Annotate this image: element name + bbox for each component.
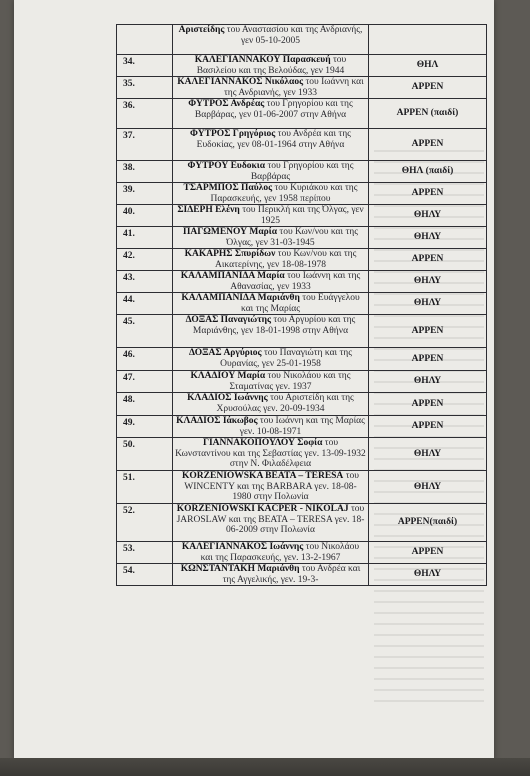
person-description bbox=[173, 99, 369, 129]
row-number: 40. bbox=[117, 205, 173, 227]
gender-cell: ΘΗΛΥ bbox=[369, 564, 487, 586]
person-name: ΣΙΔΕΡΗ Ελένη bbox=[177, 205, 240, 215]
person-name: ΚΛΑΔΙΟΣ Ιωάννης bbox=[187, 393, 268, 403]
row-number: 48. bbox=[117, 393, 173, 416]
row-number: 34. bbox=[117, 55, 173, 77]
table-row bbox=[117, 471, 487, 504]
person-details: του Ανδρέα και της Ευδοκίας, γεν 08-01-1964 στην Αθήνα bbox=[196, 129, 351, 150]
person-description bbox=[173, 25, 369, 55]
gender-cell: ΑΡΡΕΝ (παιδί) bbox=[369, 99, 487, 129]
person-name: ΔΟΞΑΣ Αργύριος bbox=[188, 348, 262, 358]
person-description bbox=[173, 438, 369, 471]
gender-cell: ΘΗΛΥ bbox=[369, 205, 487, 227]
person-name: Αριστείδης bbox=[178, 25, 225, 35]
table-row bbox=[117, 205, 487, 227]
person-details: του Αργυρίου και της Μαριάνθης, γεν 18-01-1998 στην Αθήνα bbox=[192, 315, 356, 336]
table-row bbox=[117, 77, 487, 99]
person-name: ΚΑΛΕΓΙΑΝΝΑΚΟΣ Νικόλαος bbox=[177, 77, 304, 87]
person-description bbox=[173, 205, 369, 227]
table-row bbox=[117, 542, 487, 564]
gender-cell: ΘΗΛΥ bbox=[369, 438, 487, 471]
person-details: του JAROSLAW και της BEATA – TERESA γεν. 18-06-2009 στην Πολωνία bbox=[176, 504, 365, 535]
person-details: του Ιωάννη και της Μαρίας γεν. 10-08-1971 bbox=[239, 416, 365, 437]
table-row bbox=[117, 416, 487, 438]
person-name: ΤΣΑΡΜΠΟΣ Παύλος bbox=[183, 183, 273, 193]
gender-cell: ΘΗΛ bbox=[369, 55, 487, 77]
person-description bbox=[173, 293, 369, 315]
person-name: ΦΥΤΡΟΥ Ευδοκια bbox=[187, 161, 266, 171]
person-description bbox=[173, 315, 369, 348]
gender-cell: ΑΡΡΕΝ bbox=[369, 315, 487, 348]
person-name: ΚΑΛΕΓΙΑΝΝΑΚΟΣ Ιωάννης bbox=[181, 542, 304, 552]
person-name: KORZENIOWSKI KACPER - NIKOLAJ bbox=[176, 504, 349, 514]
person-details: του Ευάγγελου και της Μαρίας bbox=[241, 293, 360, 314]
row-number: 41. bbox=[117, 227, 173, 249]
table-row bbox=[117, 183, 487, 205]
person-description bbox=[173, 393, 369, 416]
row-number: 49. bbox=[117, 416, 173, 438]
person-details: του Γρηγορίου και της Βαρβάρας, γεν 01-06-2007 στην Αθήνα bbox=[194, 99, 353, 120]
gender-cell: ΑΡΡΕΝ bbox=[369, 183, 487, 205]
person-description bbox=[173, 271, 369, 293]
row-number: 50. bbox=[117, 438, 173, 471]
gender-cell: ΘΗΛΥ bbox=[369, 227, 487, 249]
gender-cell bbox=[369, 25, 487, 55]
row-number: 52. bbox=[117, 504, 173, 542]
person-details: του Αριστείδη και της Χρυσούλας γεν. 20-09-1934 bbox=[216, 393, 354, 414]
person-description bbox=[173, 348, 369, 371]
person-description bbox=[173, 504, 369, 542]
table-row bbox=[117, 161, 487, 183]
row-number: 37. bbox=[117, 129, 173, 161]
table-row bbox=[117, 393, 487, 416]
person-description bbox=[173, 161, 369, 183]
person-details: του Περικλή και της Όλγας, γεν 1925 bbox=[239, 205, 364, 226]
person-name: ΚΑΛΑΜΠΑΝΙΔΑ Μαρία bbox=[180, 271, 285, 281]
table-row bbox=[117, 504, 487, 542]
person-details: του Αναστασίου και της Ανδριανής, γεν 05-10-2005 bbox=[224, 25, 363, 46]
document-page bbox=[14, 0, 494, 760]
person-description bbox=[173, 564, 369, 586]
gender-cell: ΘΗΛ (παιδί) bbox=[369, 161, 487, 183]
row-number: 42. bbox=[117, 249, 173, 271]
person-details: του Κων/νου και της Αικατερίνης, γεν 18-08-1978 bbox=[215, 249, 357, 270]
row-number: 36. bbox=[117, 99, 173, 129]
person-details: του Κωνσταντίνου και της Σεβαστίας γεν. 13-09-1932 στην Ν. Φιλαδέλφεια bbox=[175, 438, 366, 469]
table-row bbox=[117, 438, 487, 471]
person-description bbox=[173, 471, 369, 504]
row-number: 53. bbox=[117, 542, 173, 564]
gender-cell: ΑΡΡΕΝ bbox=[369, 77, 487, 99]
gender-cell: ΑΡΡΕΝ bbox=[369, 129, 487, 161]
person-details: του Παναγιώτη και της Ουρανίας, γεν 25-01-1958 bbox=[220, 348, 353, 369]
person-details: του Γρηγορίου και της Βαρβάρας bbox=[250, 161, 354, 182]
person-name: ΠΑΓΩΜΕΝΟΥ Μαρία bbox=[182, 227, 278, 237]
persons-table bbox=[116, 24, 487, 586]
gender-cell: ΑΡΡΕΝ bbox=[369, 249, 487, 271]
person-description bbox=[173, 183, 369, 205]
person-description bbox=[173, 416, 369, 438]
row-number: 44. bbox=[117, 293, 173, 315]
person-details: του Ιωάννη και της Ανδριανής, γεν 1933 bbox=[223, 77, 364, 98]
table-row bbox=[117, 315, 487, 348]
person-name: ΚΛΑΔΙΟΣ Ιάκωβος bbox=[176, 416, 258, 426]
person-name: KORZENIOWSKA BEATA – TERESA bbox=[182, 471, 344, 481]
background-shadow bbox=[0, 758, 530, 776]
person-name: ΚΛΑΔΙΟΥ Μαρία bbox=[190, 371, 266, 381]
persons-table-body bbox=[117, 25, 487, 586]
person-description bbox=[173, 249, 369, 271]
person-description bbox=[173, 55, 369, 77]
table-row bbox=[117, 271, 487, 293]
gender-cell: ΑΡΡΕΝ bbox=[369, 416, 487, 438]
person-name: ΚΑΛΕΓΙΑΝΝΑΚΟΥ Παρασκευή bbox=[194, 55, 331, 65]
table-row bbox=[117, 129, 487, 161]
person-details: του Κυριάκου και της Παρασκευής, γεν 1958 περίπου bbox=[210, 183, 358, 204]
person-description bbox=[173, 77, 369, 99]
person-name: ΔΟΞΑΣ Παναγιώτης bbox=[185, 315, 272, 325]
person-name: ΦΥΤΡΟΣ Ανδρέας bbox=[188, 99, 265, 109]
person-description bbox=[173, 227, 369, 249]
table-row bbox=[117, 227, 487, 249]
person-description bbox=[173, 542, 369, 564]
gender-cell: ΑΡΡΕΝ bbox=[369, 542, 487, 564]
person-details: του Νικολάου και της Παρασκευής, γεν. 13-2-1967 bbox=[200, 542, 360, 563]
table-row bbox=[117, 25, 487, 55]
table-row bbox=[117, 99, 487, 129]
table-row bbox=[117, 249, 487, 271]
row-number: 35. bbox=[117, 77, 173, 99]
row-number: 45. bbox=[117, 315, 173, 348]
table-row bbox=[117, 55, 487, 77]
gender-cell: ΘΗΛΥ bbox=[369, 271, 487, 293]
row-number: 39. bbox=[117, 183, 173, 205]
table-row bbox=[117, 348, 487, 371]
row-number bbox=[117, 25, 173, 55]
person-name: ΚΑΛΑΜΠΑΝΙΔΑ Μαριάνθη bbox=[181, 293, 300, 303]
person-details: του Ανδρέα και της Αγγελικής, γεν. 19-3- bbox=[222, 564, 361, 585]
row-number: 43. bbox=[117, 271, 173, 293]
person-name: ΓΙΑΝΝΑΚΟΠΟΥΛΟΥ Σοφία bbox=[202, 438, 323, 448]
person-details: του WINCENTY και της BARBARA γεν. 18-08-1980 στην Πολωνία bbox=[184, 471, 359, 502]
gender-cell: ΘΗΛΥ bbox=[369, 371, 487, 393]
gender-cell: ΑΡΡΕΝ bbox=[369, 348, 487, 371]
table-row bbox=[117, 564, 487, 586]
table-row bbox=[117, 371, 487, 393]
gender-cell: ΘΗΛΥ bbox=[369, 293, 487, 315]
person-details: του Βασιλείου και της Βελούδας, γεν 1944 bbox=[196, 55, 347, 76]
person-name: ΚΑΚΑΡΗΣ Σπυρίδων bbox=[184, 249, 276, 259]
gender-cell: ΘΗΛΥ bbox=[369, 471, 487, 504]
person-name: ΚΩΝΣΤΑΝΤΑΚΗ Μαριάνθη bbox=[180, 564, 300, 574]
row-number: 46. bbox=[117, 348, 173, 371]
person-name: ΦΥΤΡΟΣ Γρηγόριος bbox=[190, 129, 276, 139]
row-number: 38. bbox=[117, 161, 173, 183]
row-number: 51. bbox=[117, 471, 173, 504]
person-description bbox=[173, 371, 369, 393]
person-details: του Κων/νου και της Όλγας, γεν 31-03-1945 bbox=[226, 227, 359, 248]
gender-cell: ΑΡΡΕΝ bbox=[369, 393, 487, 416]
row-number: 47. bbox=[117, 371, 173, 393]
table-row bbox=[117, 293, 487, 315]
row-number: 54. bbox=[117, 564, 173, 586]
person-details: του Νικολάου και της Σταματίνας γεν. 1937 bbox=[229, 371, 351, 392]
gender-cell: ΑΡΡΕΝ(παιδί) bbox=[369, 504, 487, 542]
person-details: του Ιωάννη και της Αθανασίας, γεν 1933 bbox=[230, 271, 361, 292]
person-description bbox=[173, 129, 369, 161]
